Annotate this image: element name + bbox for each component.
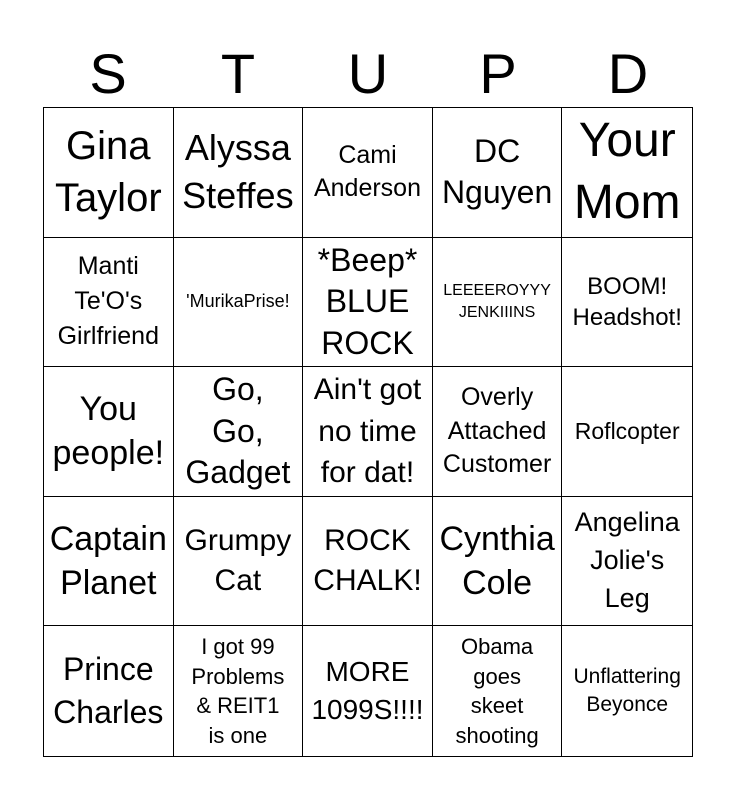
bingo-cell-text: Overly Attached Customer	[442, 382, 552, 479]
bingo-cell-r1-c4[interactable]	[433, 108, 563, 238]
bingo-cell-r1-c1[interactable]	[44, 108, 174, 238]
bingo-cell-r5-c4[interactable]	[433, 626, 563, 756]
bingo-cell-text: Cynthia Cole	[439, 519, 555, 603]
header-letter-3: U	[347, 42, 389, 105]
bingo-cell-text: Go, Go, Gadget	[185, 371, 291, 491]
bingo-cell-r3-c5[interactable]	[562, 367, 692, 497]
bingo-cell-r2-c5[interactable]	[562, 238, 692, 368]
bingo-cell-r5-c2[interactable]	[174, 626, 304, 756]
bingo-cell-text: Unflattering Beyonce	[573, 664, 681, 717]
bingo-cell-r4-c4[interactable]	[433, 497, 563, 627]
bingo-cell-r3-c2[interactable]	[174, 367, 304, 497]
bingo-cell-r2-c4[interactable]	[433, 238, 563, 368]
bingo-cell-r4-c5[interactable]	[562, 497, 692, 627]
header-letter-2: T	[220, 42, 256, 105]
bingo-cell-text: ROCK CHALK!	[313, 523, 422, 598]
header-letter-1: S	[89, 42, 127, 105]
bingo-cell-text: Prince Charles	[53, 651, 164, 731]
bingo-cell-r3-c3[interactable]	[303, 367, 433, 497]
bingo-cell-r4-c2[interactable]	[174, 497, 304, 627]
bingo-board	[43, 107, 693, 757]
bingo-cell-text: MORE 1099S!!!!	[311, 656, 424, 726]
bingo-cell-r1-c2[interactable]	[174, 108, 304, 238]
bingo-cell-r2-c1[interactable]	[44, 238, 174, 368]
bingo-cell-r2-c3[interactable]	[303, 238, 433, 368]
bingo-cell-text: Captain Planet	[49, 519, 167, 603]
bingo-cell-text: *Beep* BLUE ROCK	[317, 241, 418, 361]
bingo-header	[43, 40, 693, 108]
header-letter-5: D	[607, 42, 649, 105]
bingo-cell-text: BOOM! Headshot!	[572, 272, 682, 331]
header-letter-4: P	[479, 42, 517, 105]
bingo-cell-text: DC Nguyen	[441, 132, 553, 211]
bingo-cell-text: Grumpy Cat	[184, 523, 292, 598]
bingo-cell-text: Gina Taylor	[54, 124, 162, 221]
bingo-cell-text: Alyssa Steffes	[182, 126, 294, 217]
bingo-cell-r4-c3[interactable]	[303, 497, 433, 627]
bingo-cell-r5-c5[interactable]	[562, 626, 692, 756]
bingo-cell-text: Manti Te'O's Girlfriend	[57, 252, 159, 351]
bingo-cell-text: Your Mom	[573, 113, 681, 230]
bingo-cell-r4-c1[interactable]	[44, 497, 174, 627]
bingo-cell-r2-c2[interactable]	[174, 238, 304, 368]
bingo-cell-text: LEEEEROYYY JENKIIINS	[443, 282, 551, 321]
bingo-cell-r5-c3[interactable]	[303, 626, 433, 756]
bingo-cell-text: 'MurikaPrise!	[186, 291, 290, 312]
bingo-cell-r5-c1[interactable]	[44, 626, 174, 756]
bingo-cell-text: Cami Anderson	[313, 140, 421, 203]
bingo-cell-r1-c5[interactable]	[562, 108, 692, 238]
bingo-cell-text: Angelina Jolie's Leg	[574, 507, 680, 613]
bingo-cell-text: I got 99 Problems & REIT1 is one	[191, 633, 285, 748]
bingo-cell-text: Obama goes skeet shooting	[455, 633, 539, 748]
bingo-cell-r3-c4[interactable]	[433, 367, 563, 497]
bingo-cell-text: Ain't got no time for dat!	[313, 373, 422, 490]
bingo-cell-r1-c3[interactable]	[303, 108, 433, 238]
bingo-cell-text: Roflcopter	[574, 417, 680, 444]
bingo-cell-text: You people!	[52, 390, 165, 473]
bingo-cell-r3-c1[interactable]	[44, 367, 174, 497]
